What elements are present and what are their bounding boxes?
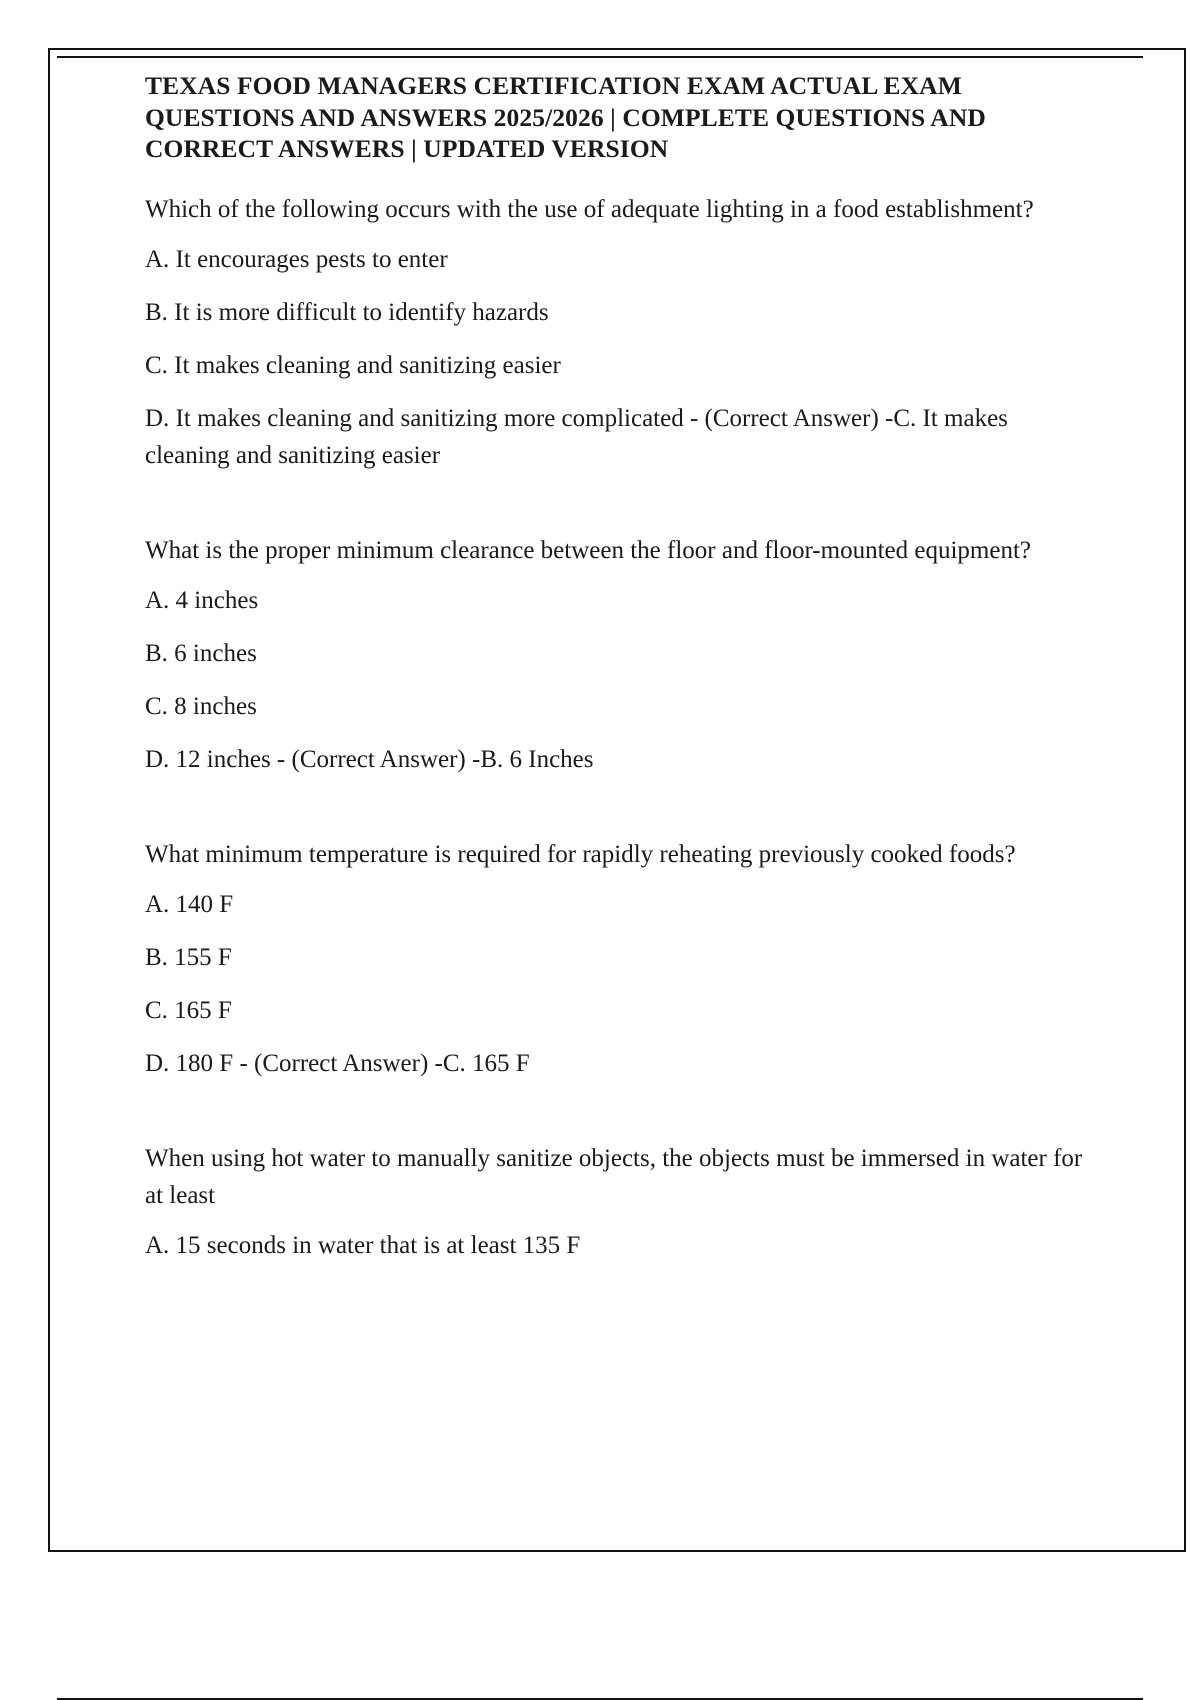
answer-option-with-correct-answer: D. It makes cleaning and sanitizing more complicated - (Correct Answer) -C. It makes cleaning and sanitizing easier (145, 404, 1008, 469)
question-4 (145, 1140, 1090, 1264)
question-1 (145, 191, 1090, 474)
question-text: Which of the following occurs with the use of adequate lighting in a food establishment? (145, 195, 1034, 223)
answer-option: B. It is more difficult to identify hazards (145, 298, 549, 326)
answer-option: C. 8 inches (145, 692, 257, 720)
question-text: What is the proper minimum clearance between the floor and floor-mounted equipment? (145, 536, 1031, 564)
question-text: When using hot water to manually sanitize objects, the objects must be immersed in water for at least (145, 1144, 1083, 1209)
question-2 (145, 532, 1090, 778)
question-3 (145, 836, 1090, 1082)
question-text: What minimum temperature is required for rapidly reheating previously cooked foods? (145, 840, 1016, 868)
answer-option: A. 4 inches (145, 586, 259, 614)
answer-option-with-correct-answer: D. 12 inches - (Correct Answer) -B. 6 Inches (145, 745, 594, 773)
answer-option: A. 15 seconds in water that is at least 135 F (145, 1231, 581, 1259)
answer-option: B. 155 F (145, 943, 232, 971)
answer-option: B. 6 inches (145, 639, 257, 667)
document-content (145, 70, 1090, 1264)
answer-option: A. 140 F (145, 890, 234, 918)
document-title: TEXAS FOOD MANAGERS CERTIFICATION EXAM ACTUAL EXAM QUESTIONS AND ANSWERS 2025/2026 | COMPLETE QUESTIONS AND CORRECT ANSWERS | UPDATED VERSION (145, 71, 986, 163)
answer-option: C. 165 F (145, 996, 232, 1024)
answer-option: C. It makes cleaning and sanitizing easier (145, 351, 561, 379)
answer-option-with-correct-answer: D. 180 F - (Correct Answer) -C. 165 F (145, 1049, 530, 1077)
answer-option: A. It encourages pests to enter (145, 245, 448, 273)
top-rule (57, 56, 1143, 58)
